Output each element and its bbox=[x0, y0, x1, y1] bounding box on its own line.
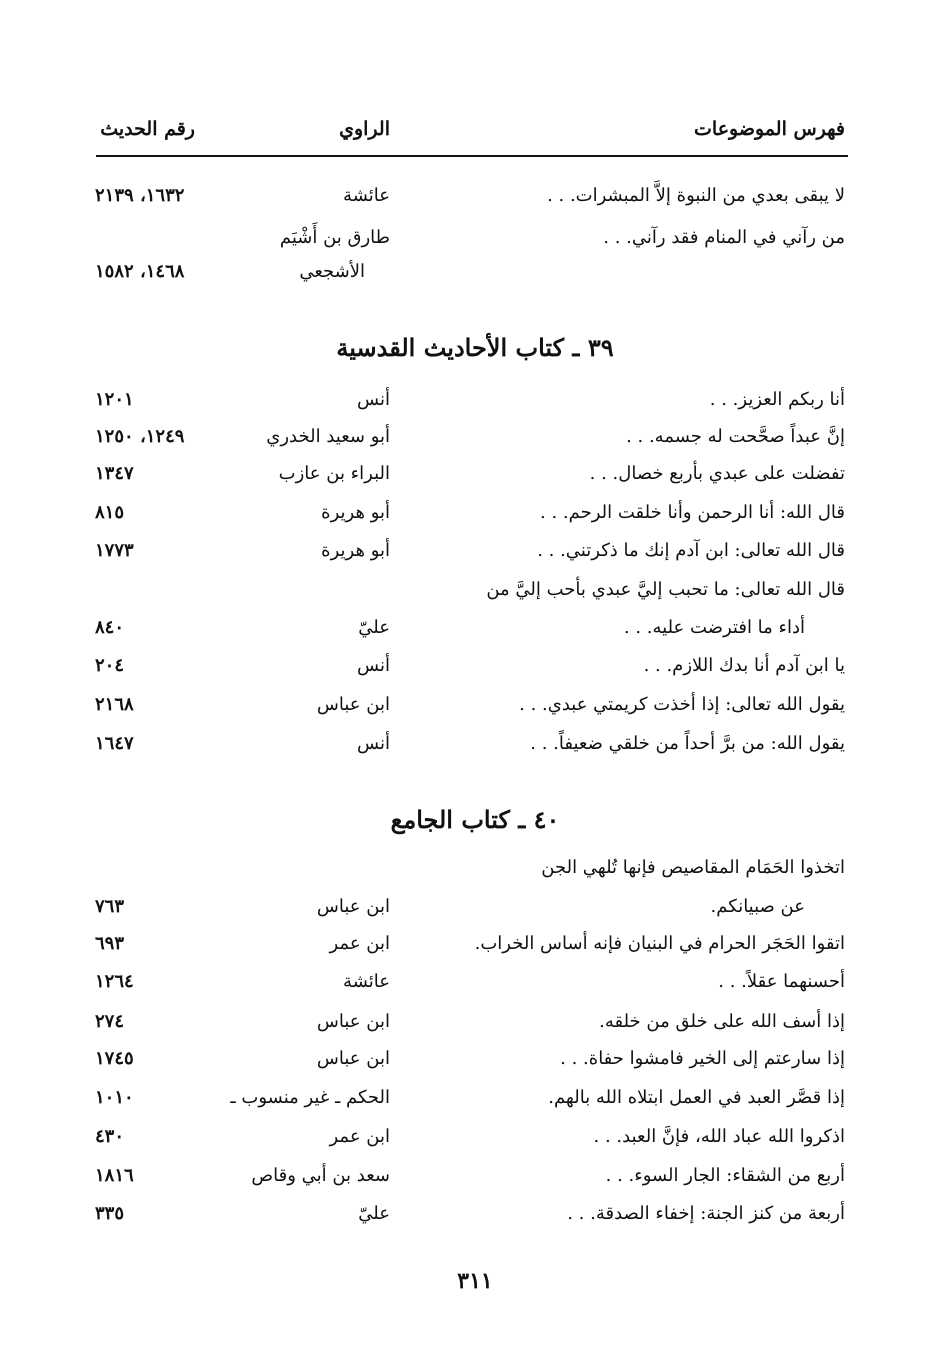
hadith-number: ١٢٠١ bbox=[95, 389, 134, 410]
hadith-number: ٧٦٣ bbox=[95, 896, 125, 917]
topic-text: من رآني في المنام فقد رآني. . . bbox=[603, 227, 845, 248]
narrator-text: عليّ bbox=[358, 1203, 390, 1224]
hadith-number: ٢١٦٨ bbox=[95, 694, 134, 715]
topic-text: عن صبيانكم. bbox=[710, 896, 805, 917]
table-row bbox=[90, 256, 850, 288]
hadith-number: ١٢٦٤ bbox=[95, 971, 134, 992]
topic-text: أربعة من كنز الجنة: إخفاء الصدقة. . . bbox=[567, 1203, 845, 1224]
hadith-number: ١٣٤٧ bbox=[95, 463, 134, 484]
topic-text: أداء ما افترضت عليه. . . bbox=[623, 617, 805, 638]
narrator-text: أنس bbox=[357, 655, 390, 676]
topic-text: قال الله: أنا الرحمن وأنا خلقت الرحم. . . bbox=[540, 502, 845, 523]
table-row bbox=[90, 728, 850, 760]
topic-text: إذا قصَّر العبد في العمل ابتلاه الله بالهم. bbox=[548, 1087, 845, 1108]
narrator-text: طارق بن أَشْيَم bbox=[279, 227, 390, 248]
table-row bbox=[90, 1121, 850, 1153]
topic-text: اتخذوا الحَمَام المقاصيص فإنها تُلهي الجن bbox=[541, 857, 845, 878]
table-row bbox=[90, 1006, 850, 1038]
table-row bbox=[90, 612, 850, 644]
topic-text: قال الله تعالى: ما تحبب إليَّ عبدي بأحب إليَّ من bbox=[486, 579, 845, 600]
topic-text: اذكروا الله عباد الله، فإنَّ العبد. . . bbox=[593, 1126, 845, 1147]
hadith-number: ٨٤٠ bbox=[95, 617, 125, 638]
hadith-number: ١٧٧٣ bbox=[95, 540, 134, 561]
topic-text: إنَّ عبداً صحَّحت له جسمه. . . bbox=[626, 426, 845, 447]
header-topics: فهرس الموضوعات bbox=[694, 118, 845, 140]
hadith-number: ١٨١٦ bbox=[95, 1165, 134, 1186]
hadith-number: ١٢٤٩، ١٢٥٠ bbox=[95, 426, 185, 447]
hadith-number: ٦٩٣ bbox=[95, 933, 125, 954]
topic-text: اتقوا الحَجَر الحرام في البنيان فإنه أساس الخراب. bbox=[474, 933, 845, 954]
topic-text: يا ابن آدم أنا بدك اللازم. . . bbox=[643, 655, 845, 676]
hadith-number: ١٦٣٢، ٢١٣٩ bbox=[95, 185, 185, 206]
page-number: ٣١١ bbox=[457, 1268, 493, 1294]
table-row bbox=[90, 852, 850, 884]
narrator-text: ابن عباس bbox=[316, 896, 390, 917]
table-row bbox=[90, 1198, 850, 1230]
topic-text: أربع من الشقاء: الجار السوء. . . bbox=[605, 1165, 845, 1186]
narrator-text: أبو هريرة bbox=[321, 502, 390, 523]
topic-text: قال الله تعالى: ابن آدم إنك ما ذكرتني. . . bbox=[537, 540, 845, 561]
topic-text: يقول الله: من برَّ أحداً من خلقي ضعيفاً. . . bbox=[530, 733, 845, 754]
section-heading: ٤٠ ـ كتاب الجامع bbox=[390, 805, 560, 834]
topic-text: تفضلت على عبدي بأربع خصال. . . bbox=[589, 463, 845, 484]
hadith-number: ٣٣٥ bbox=[95, 1203, 125, 1224]
topic-text: أحسنهما عقلاً. . . bbox=[718, 971, 845, 992]
hadith-number: ٢٠٤ bbox=[95, 655, 125, 676]
header-hadith-number: رقم الحديث bbox=[100, 118, 195, 140]
table-row bbox=[90, 421, 850, 453]
topic-text: يقول الله تعالى: إذا أخذت كريمتي عبدي. . . bbox=[519, 694, 845, 715]
table-row bbox=[90, 1082, 850, 1114]
table-row bbox=[90, 180, 850, 212]
hadith-number: ٨١٥ bbox=[95, 502, 125, 523]
table-row bbox=[90, 458, 850, 490]
narrator-text: أنس bbox=[357, 389, 390, 410]
narrator-text: ابن عمر bbox=[329, 1126, 390, 1147]
table-row bbox=[90, 928, 850, 960]
narrator-text: أنس bbox=[357, 733, 390, 754]
narrator-text: عليّ bbox=[358, 617, 390, 638]
table-row bbox=[90, 535, 850, 567]
narrator-text: ابن عمر bbox=[329, 933, 390, 954]
table-row bbox=[90, 891, 850, 923]
table-row bbox=[90, 689, 850, 721]
hadith-number: ١٠١٠ bbox=[95, 1087, 134, 1108]
narrator-text: سعد بن أبي وقاص bbox=[251, 1165, 390, 1186]
header-rule bbox=[96, 155, 848, 157]
table-row bbox=[90, 1043, 850, 1075]
narrator-text: ابن عباس bbox=[316, 1011, 390, 1032]
narrator-text: أبو سعيد الخدري bbox=[266, 426, 390, 447]
table-row bbox=[90, 574, 850, 606]
narrator-text: ابن عباس bbox=[316, 694, 390, 715]
hadith-number: ١٤٦٨، ١٥٨٢ bbox=[95, 261, 185, 282]
narrator-text: عائشة bbox=[343, 185, 390, 206]
hadith-number: ١٦٤٧ bbox=[95, 733, 134, 754]
topic-text: لا يبقى بعدي من النبوة إلاَّ المبشرات. . . bbox=[547, 185, 845, 206]
table-row bbox=[90, 497, 850, 529]
hadith-number: ٢٧٤ bbox=[95, 1011, 125, 1032]
table-row bbox=[90, 650, 850, 682]
narrator-text: البراء بن عازب bbox=[278, 463, 390, 484]
table-row bbox=[90, 222, 850, 254]
hadith-number: ٤٣٠ bbox=[95, 1126, 125, 1147]
narrator-text: عائشة bbox=[343, 971, 390, 992]
hadith-number: ١٧٤٥ bbox=[95, 1048, 134, 1069]
topic-text: أنا ربكم العزيز. . . bbox=[709, 389, 845, 410]
table-row bbox=[90, 1160, 850, 1192]
narrator-text: الحكم ـ غير منسوب ـ bbox=[230, 1087, 390, 1108]
topic-text: إذا سارعتم إلى الخير فامشوا حفاة. . . bbox=[560, 1048, 845, 1069]
narrator-text: الأشجعي bbox=[299, 261, 365, 282]
narrator-text: أبو هريرة bbox=[321, 540, 390, 561]
narrator-text: ابن عباس bbox=[316, 1048, 390, 1069]
header-narrator: الراوي bbox=[339, 118, 390, 140]
topic-text: إذا أسف الله على خلق من خلقه. bbox=[599, 1011, 845, 1032]
table-row bbox=[90, 966, 850, 998]
table-row bbox=[90, 384, 850, 416]
section-heading: ٣٩ ـ كتاب الأحاديث القدسية bbox=[336, 333, 614, 362]
